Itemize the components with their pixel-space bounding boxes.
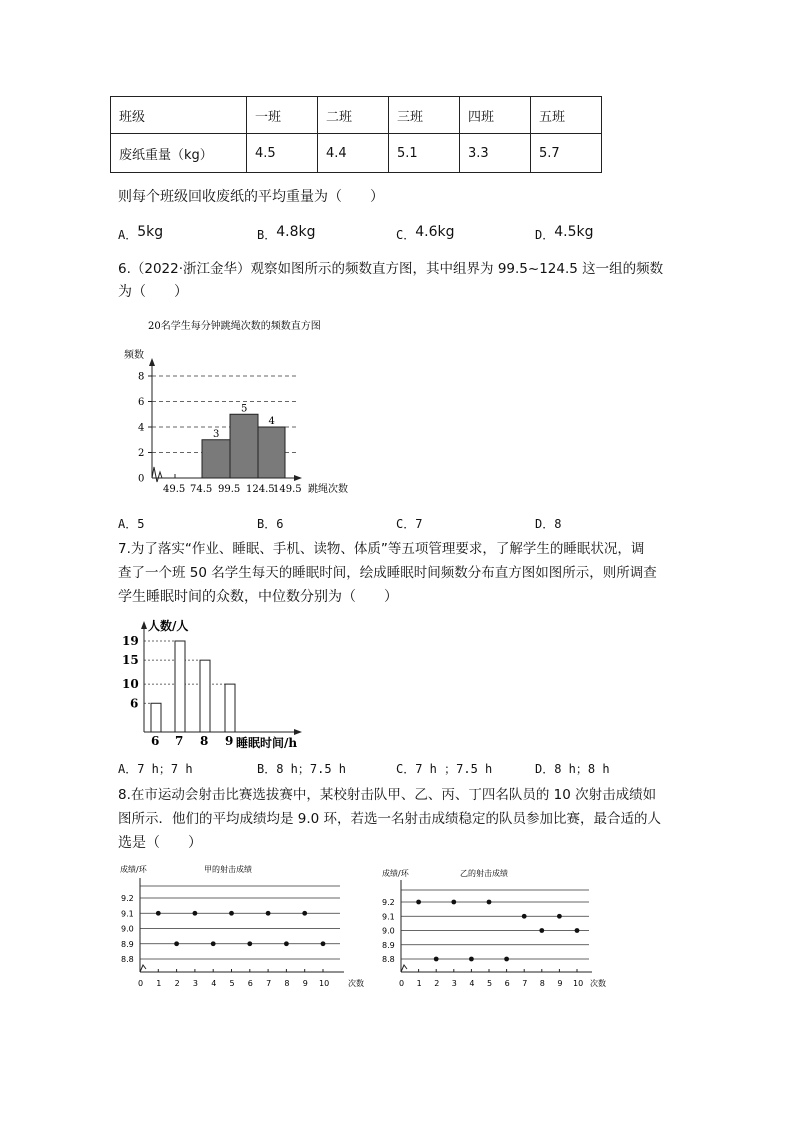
histogram-bar: [200, 660, 210, 732]
q7-stem-line1: 7.为了落实“作业、睡眠、手机、读物、体质”等五项管理要求，了解学生的睡眠状况，调: [118, 541, 645, 557]
y-tick-label: 8: [138, 371, 145, 383]
table-cell: 5.7: [531, 134, 602, 173]
x-tick-label: 9: [302, 979, 308, 988]
table-cell: 三班: [389, 97, 460, 134]
q8-stem-line1: 8.在市运动会射击比赛选拔赛中，某校射击队甲、乙、丙、丁四名队员的 10 次射击成绩如: [118, 787, 657, 803]
y-tick-label: 6: [130, 696, 139, 711]
option-value: 4.5kg: [554, 224, 594, 240]
histogram-bar: [151, 703, 161, 732]
option-value: 5kg: [137, 224, 164, 240]
y-axis-label: 频数: [124, 350, 144, 361]
q8-stem-line3: 选是（ ）: [118, 835, 202, 851]
score-point: [469, 957, 474, 962]
y-tick-label: 8.9: [382, 940, 395, 950]
table-cell: 二班: [318, 97, 389, 134]
q5-option-b: [257, 226, 316, 243]
x-tick-label: 74.5: [190, 484, 213, 495]
table-cell: 3.3: [460, 134, 531, 173]
y-tick-label: 2: [138, 448, 145, 459]
score-point: [266, 911, 271, 916]
table-header-row: [111, 97, 602, 134]
q5-option-c: [396, 226, 455, 243]
x-tick-label: 6: [247, 979, 253, 988]
histogram-bar: [175, 641, 185, 732]
x-tick-label: 0: [399, 979, 405, 988]
y-tick-label: 10: [122, 677, 139, 692]
score-point: [174, 941, 179, 946]
x-tick-label: 3: [451, 979, 457, 988]
option-letter: D．: [535, 228, 555, 242]
x-tick-label: 6: [504, 979, 510, 988]
score-point: [416, 900, 421, 905]
x-tick-label: 4: [469, 979, 475, 988]
x-tick-label: 2: [174, 979, 180, 988]
table-cell: 五班: [531, 97, 602, 134]
q6-option-b: B．6: [257, 517, 284, 531]
table-cell: 班级: [111, 97, 247, 134]
y-tick-label: 0: [138, 473, 145, 485]
x-axis-arrow: [294, 729, 302, 735]
axis-break-mark: [140, 965, 146, 972]
score-point: [156, 911, 161, 916]
x-tick-label: 149.5: [273, 484, 302, 495]
q7-option-d: D．8 h；8 h: [535, 762, 610, 776]
x-tick-label: 10: [573, 979, 584, 988]
chart-title: 20名学生每分钟跳绳次数的频数直方图: [148, 321, 321, 332]
option-value: 4.8kg: [276, 224, 316, 240]
x-axis-label: 次数: [590, 979, 606, 988]
q6-option-a: A．5: [118, 517, 145, 531]
q8-stem-line2: 图所示．他们的平均成绩均是 9.0 环，若选一名射击成绩稳定的队员参加比赛，最合适的人: [118, 811, 662, 827]
paper-weight-table: [110, 96, 602, 173]
y-axis-arrow: [149, 358, 155, 366]
q5-stem: 则每个班级回收废纸的平均重量为（ ）: [118, 189, 384, 205]
x-tick-label: 7: [266, 979, 272, 988]
y-tick-label: 9.0: [382, 926, 395, 936]
score-point: [504, 957, 509, 962]
y-axis-label: 人数/人: [148, 619, 189, 633]
bar-label: 4: [268, 416, 275, 427]
x-tick-label: 7: [522, 979, 528, 988]
x-tick-label: 9: [557, 979, 563, 988]
x-tick-label: 99.5: [218, 484, 241, 495]
y-tick-label: 4: [138, 422, 145, 434]
sleep-time-histogram: [118, 616, 318, 752]
x-tick-label: 1: [416, 979, 422, 988]
table-row: [111, 134, 602, 173]
x-tick-label: 10: [319, 979, 330, 988]
score-point: [229, 911, 234, 916]
x-axis-label: 睡眠时间/h: [236, 736, 298, 750]
y-tick-label: 9.2: [382, 898, 395, 907]
histogram-bar: [225, 684, 235, 732]
x-tick-label: 8: [284, 979, 290, 988]
axis-break-mark: [152, 467, 162, 482]
option-letter: B．: [257, 228, 277, 242]
score-point: [434, 957, 439, 962]
table-cell: 5.1: [389, 134, 460, 173]
x-tick-label: 8: [200, 734, 209, 748]
q7-option-a: A．7 h；7 h: [118, 762, 193, 776]
q7-option-b: B．8 h；7.5 h: [257, 762, 347, 776]
score-point: [321, 941, 326, 946]
score-point: [539, 928, 544, 933]
q5-option-a: [118, 226, 163, 243]
x-tick-label: 9: [225, 734, 234, 748]
score-point: [211, 941, 216, 946]
x-tick-label: 4: [211, 979, 217, 988]
x-tick-label: 2: [434, 979, 440, 988]
x-tick-label: 8: [539, 979, 545, 988]
y-tick-label: 9.0: [121, 924, 134, 934]
histogram-bar: [202, 440, 230, 478]
q6-option-d: D．8: [535, 517, 562, 531]
x-tick-label: 7: [175, 734, 184, 748]
option-letter: C．: [396, 228, 416, 242]
option-letter: A．: [118, 228, 138, 242]
x-tick-label: 5: [229, 979, 235, 988]
q6-option-c: C．7: [396, 517, 423, 531]
x-tick-label: 1: [156, 979, 162, 988]
q7-stem-line2: 查了一个班 50 名学生每天的睡眠时间，绘成睡眠时间频数分布直方图如图所示，则所调查: [118, 565, 657, 581]
histogram-bar: [230, 414, 258, 478]
chart-title: 乙的射击成绩: [460, 869, 508, 878]
score-point: [522, 914, 527, 919]
yi-shooting-chart: [380, 860, 620, 992]
x-axis-label: 跳绳次数: [308, 484, 348, 495]
q6-stem-line1: 6.（2022·浙江金华）观察如图所示的频数直方图，其中组界为 99.5~124.5 这一组的频数: [118, 261, 664, 277]
axis-break-mark: [401, 965, 407, 972]
jump-rope-histogram: [118, 312, 368, 500]
q6-stem-line2: 为（ ）: [118, 284, 188, 300]
option-value: 4.6kg: [415, 224, 455, 240]
x-tick-label: 0: [138, 979, 144, 988]
y-tick-label: 19: [122, 634, 139, 648]
x-axis-arrow: [294, 475, 302, 481]
jia-shooting-chart: [118, 860, 368, 992]
table-cell: 一班: [247, 97, 318, 134]
bar-label: 3: [213, 428, 220, 440]
y-tick-label: 8.8: [121, 955, 134, 964]
y-tick-label: 9.2: [121, 894, 134, 903]
x-tick-label: 6: [151, 734, 160, 748]
table-cell: 四班: [460, 97, 531, 134]
x-tick-label: 124.5: [246, 484, 275, 495]
y-tick-label: 8.9: [121, 939, 134, 949]
x-tick-label: 49.5: [163, 484, 186, 495]
y-tick-label: 15: [122, 653, 139, 668]
score-point: [487, 900, 492, 905]
y-tick-label: 9.1: [382, 912, 395, 922]
score-point: [575, 928, 580, 933]
x-tick-label: 3: [192, 979, 198, 988]
y-tick-label: 9.1: [121, 909, 134, 919]
y-axis-label: 成绩/环: [382, 869, 409, 878]
table-cell: 4.4: [318, 134, 389, 173]
x-axis-label: 次数: [348, 979, 364, 988]
y-axis-label: 成绩/环: [120, 865, 147, 874]
score-point: [284, 941, 289, 946]
bar-label: 5: [241, 403, 248, 415]
y-tick-label: 6: [138, 397, 145, 408]
score-point: [247, 941, 252, 946]
table-cell: 4.5: [247, 134, 318, 173]
chart-title: 甲的射击成绩: [204, 865, 252, 874]
x-tick-label: 5: [487, 979, 493, 988]
q5-option-d: [535, 226, 594, 243]
score-point: [557, 914, 562, 919]
y-axis-arrow: [141, 621, 147, 629]
score-point: [302, 911, 307, 916]
histogram-bar: [258, 427, 285, 478]
y-tick-label: 8.8: [382, 955, 395, 964]
score-point: [193, 911, 198, 916]
q7-stem-line3: 学生睡眠时间的众数，中位数分别为（ ）: [118, 589, 398, 605]
score-point: [451, 900, 456, 905]
q7-option-c: C．7 h ；7.5 h: [396, 762, 493, 776]
table-cell: 废纸重量（kg）: [111, 134, 247, 173]
